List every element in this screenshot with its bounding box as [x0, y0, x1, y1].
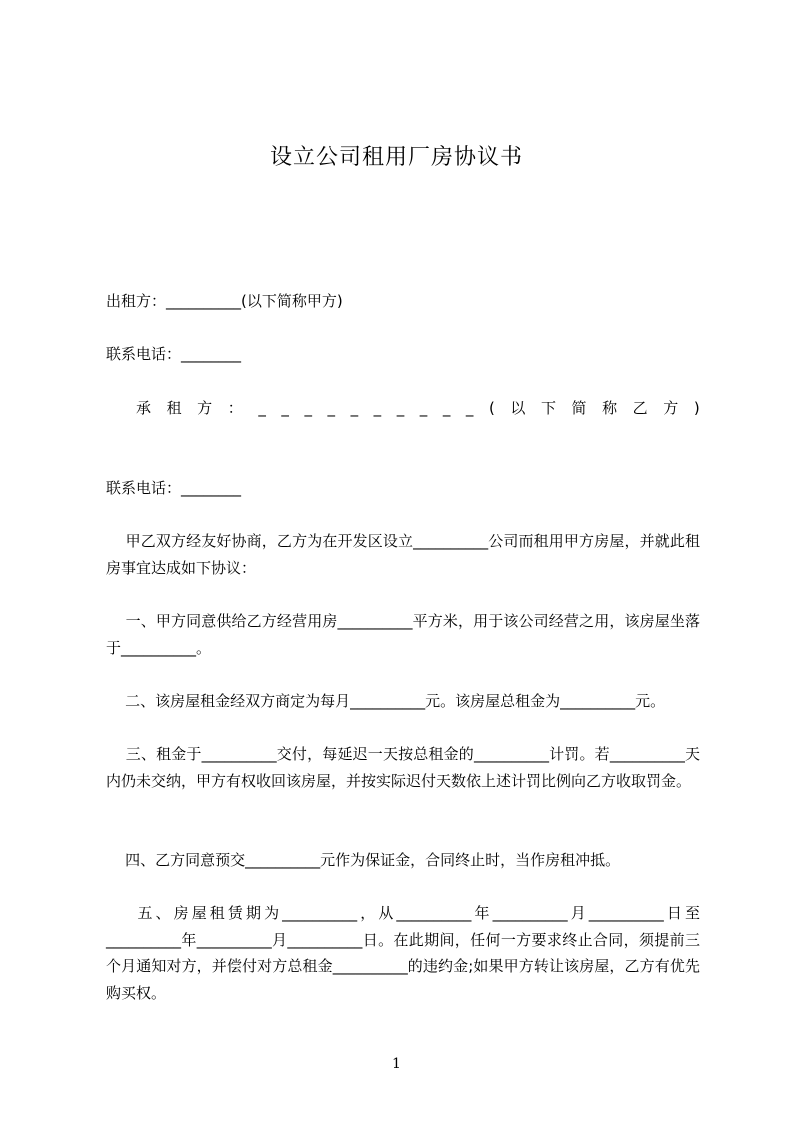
lessee-char: 方 — [197, 399, 213, 417]
lessee-char: _ — [327, 399, 335, 417]
document-title: 设立公司租用厂房协议书 — [269, 145, 523, 170]
lessee-char: 称 — [602, 399, 618, 417]
lessee-char: _ — [281, 399, 289, 417]
clause-3: 三、租金于__________交付，每延迟一天按总租金的__________计罚。若__________天内仍未交纳，甲方有权收回该房屋，并按实际迟付天数依上述计罚比例向乙方收取罚金。 — [106, 745, 700, 790]
lessee-char: _ — [396, 399, 405, 417]
lessee-char: ( — [488, 399, 495, 417]
lessor-line: 出租方：__________(以下简称甲方) — [106, 292, 343, 310]
lessee-char: 乙 — [632, 399, 648, 417]
lessee-char: ) — [693, 399, 700, 417]
lessee-char: _ — [258, 399, 266, 417]
lessee-char: _ — [442, 399, 451, 417]
lessee-char: _ — [350, 399, 359, 417]
lessee-char: _ — [419, 399, 428, 417]
lessee-phone: 联系电话：________ — [106, 479, 242, 497]
lessee-char: 方 — [663, 399, 679, 417]
lessee-char: _ — [373, 399, 382, 417]
lessee-char: _ — [465, 399, 474, 417]
lessee-char: 下 — [540, 399, 556, 417]
lessee-char: 以 — [510, 399, 526, 417]
lessee-char: ： — [227, 399, 243, 417]
clause-5: 五、房屋租赁期为__________，从__________年__________月__________日至__________年__________月__________日。在此期间，任何一方要求终止合同，须提前三个月通知对方，并偿付对方总租金__________的违约金;如果甲方转让该房屋，乙方有优先购买权。 — [106, 904, 700, 1002]
clause-4: 四、乙方同意预交__________元作为保证金，合同终止时，当作房租冲抵。 — [106, 851, 621, 869]
lessor-phone: 联系电话：________ — [106, 345, 242, 363]
page-number: 1 — [392, 1056, 401, 1072]
lessee-char: 承 — [136, 399, 152, 417]
lessee-char: 简 — [571, 399, 587, 417]
clause-2: 二、该房屋租金经双方商定为每月__________元。该房屋总租金为__________元。 — [106, 692, 666, 710]
clause-1: 一、甲方同意供给乙方经营用房__________平方米，用于该公司经营之用，该房屋坐落于__________。 — [106, 612, 700, 657]
intro-paragraph: 甲乙双方经友好协商，乙方为在开发区设立__________公司而租用甲方房屋，并就此租房事宜达成如下协议： — [106, 532, 700, 577]
lessee-char: _ — [304, 399, 312, 417]
lessee-char: 租 — [166, 399, 182, 417]
lessee-line — [136, 395, 700, 422]
